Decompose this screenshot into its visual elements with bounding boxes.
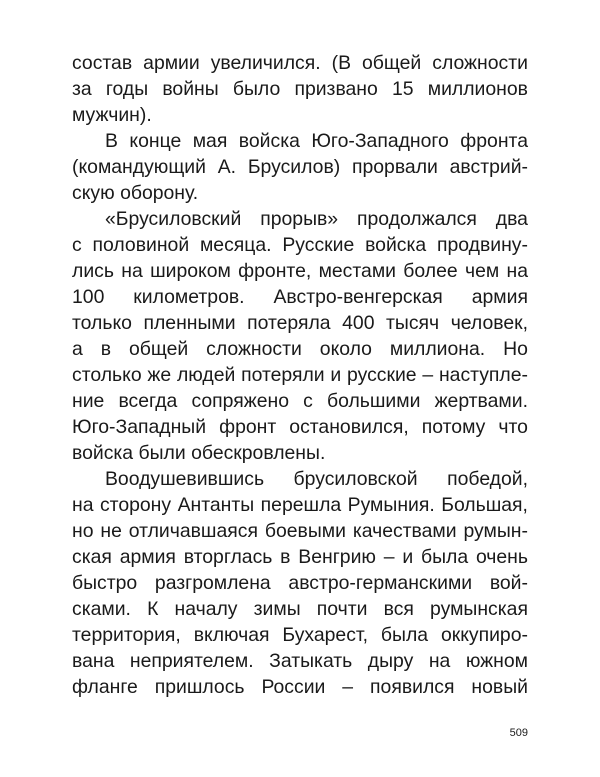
text-line: вана неприятелем. Затыкать дыру на южном — [72, 650, 528, 672]
text-line: с половиной месяца. Русские войска продвину- — [72, 234, 528, 256]
text-line: лись на широком фронте, местами более чем на — [72, 260, 528, 282]
text-line: Юго-Западный фронт остановился, потому что — [72, 416, 528, 438]
text-line: войска были обескровлены. — [72, 442, 326, 464]
text-line: столько же людей потеряли и русские – наступле- — [72, 364, 528, 386]
text-line: только пленными потеряла 400 тысяч человек, — [72, 312, 528, 334]
text-line: сками. К началу зимы почти вся румынская — [72, 598, 528, 620]
text-line: быстро разгромлена австро-германскими вой- — [72, 572, 528, 594]
text-line: а в общей сложности около миллиона. Но — [72, 338, 528, 360]
text-line: на сторону Антанты перешла Румыния. Большая, — [72, 494, 528, 516]
text-line: 100 километров. Австро-венгерская армия — [72, 286, 528, 308]
text-line: состав армии увеличился. (В общей сложности — [72, 52, 528, 74]
text-line: скую оборону. — [72, 182, 199, 204]
body-text — [72, 50, 528, 700]
text-line: В конце мая войска Юго-Западного фронта — [105, 130, 528, 152]
text-line: «Брусиловский прорыв» продолжался два — [105, 208, 528, 230]
text-line: территория, включая Бухарест, была оккупиро- — [72, 624, 528, 646]
page-number: 509 — [509, 727, 528, 739]
text-line: за годы войны было призвано 15 миллионов — [72, 78, 528, 100]
text-line: (командующий А. Брусилов) прорвали австрий- — [72, 156, 528, 178]
text-line: Воодушевившись брусиловской победой, — [105, 468, 528, 490]
text-line: ская армия вторглась в Венгрию – и была очень — [72, 546, 528, 568]
text-line: но не отличавшаяся боевыми качествами румын- — [72, 520, 528, 542]
text-line: мужчин). — [72, 104, 152, 126]
text-line: фланге пришлось России – появился новый — [72, 676, 528, 698]
text-line: ние всегда сопряжено с большими жертвами. — [72, 390, 528, 412]
